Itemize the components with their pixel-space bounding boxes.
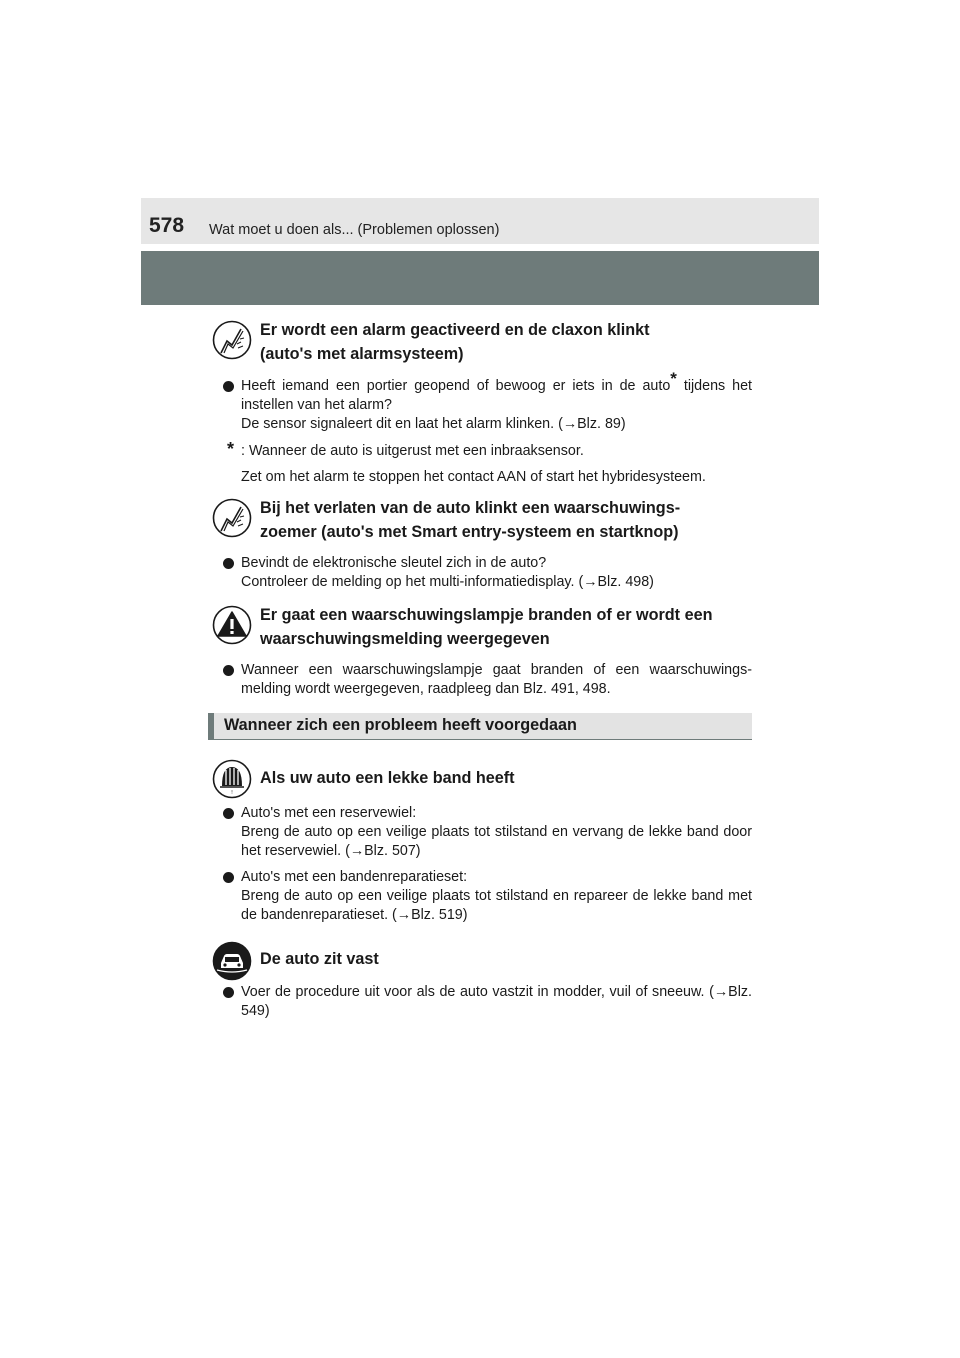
flat-tire-bullet-2-line1: Auto's met een bandenreparatieset: xyxy=(241,869,468,885)
bullet-icon xyxy=(223,872,234,883)
car-stuck-icon xyxy=(212,941,252,981)
warning-light-heading-line1: Er gaat een waarschuwingslampje branden of er wordt een xyxy=(260,606,713,624)
warning-light-heading xyxy=(212,603,752,651)
stuck-heading xyxy=(212,939,752,971)
bullet-icon xyxy=(223,381,234,392)
exclamation-triangle-icon xyxy=(212,605,252,645)
footnote-text: : Wanneer de auto is uitgerust met een inbraaksensor. xyxy=(241,443,584,459)
alarm-bullet-question xyxy=(241,369,752,415)
stuck-heading-text: De auto zit vast xyxy=(260,950,379,968)
buzzer-heading-line2: zoemer (auto's met Smart entry-systeem en startknop) xyxy=(260,523,679,541)
buzzer-heading-line1: Bij het verlaten van de auto klinkt een waarschuwings- xyxy=(260,499,681,517)
header-title: Wat moet u doen als... (Problemen oplossen) xyxy=(209,222,500,238)
section-title: Wanneer zich een probleem heeft voorgedaan xyxy=(224,716,577,734)
page-content xyxy=(212,318,752,1021)
flat-tire-bullet-1-line2: Breng de auto op een veilige plaats tot stilstand en vervang de lekke band door het reservewiel. (→Blz. 507) xyxy=(241,824,752,859)
alarm-bullet-star: * xyxy=(670,369,677,389)
warning-light-heading-line2: waarschuwingsmelding weergegeven xyxy=(260,630,550,648)
bullet-icon xyxy=(223,808,234,819)
warning-lightning-icon xyxy=(212,320,252,360)
warning-light-bullet xyxy=(212,661,752,699)
warning-light-bullet-text: Wanneer een waarschuwingslampje gaat branden of een waarschuwings-melding wordt weergegeven, raadpleeg dan Blz. 491, 498. xyxy=(241,662,752,697)
header-band xyxy=(141,251,819,305)
alarm-bullet xyxy=(212,369,752,434)
buzzer-heading xyxy=(212,496,752,544)
section-header xyxy=(208,713,752,740)
footnote-star: * xyxy=(227,439,235,459)
alarm-bullet-text-1: Heeft iemand een portier geopend of bewoog er iets in de auto xyxy=(241,378,671,394)
svg-text:!: ! xyxy=(230,790,234,796)
flat-tire-bullet-1 xyxy=(212,804,752,861)
alarm-footnote xyxy=(212,439,752,487)
alarm-heading-line1: Er wordt een alarm geactiveerd en de claxon klinkt xyxy=(260,321,650,339)
flat-tire-bullet-1-line1: Auto's met een reservewiel: xyxy=(241,805,417,821)
page-number: 578 xyxy=(149,214,185,237)
alarm-bullet-text-2: tijdens het instellen van het alarm? xyxy=(241,378,752,413)
bullet-icon xyxy=(223,558,234,569)
buzzer-bullet xyxy=(212,554,752,592)
flat-tire-heading-text: Als uw auto een lekke band heeft xyxy=(260,769,515,787)
flat-tire-bullet-2-line2: Breng de auto op een veilige plaats tot stilstand en repareer de lekke band met de bandenreparatieset. (→Blz. 519) xyxy=(241,888,752,923)
warning-lightning-icon xyxy=(212,498,252,538)
buzzer-bullet-line2: Controleer de melding op het multi-informatiedisplay. (→Blz. 498) xyxy=(241,574,654,590)
alarm-bullet-line2: De sensor signaleert dit en laat het alarm klinken. (→Blz. 89) xyxy=(241,416,626,432)
stuck-bullet xyxy=(212,983,752,1021)
stuck-bullet-text: Voer de procedure uit voor als de auto vastzit in modder, vuil of sneeuw. (→Blz. 549) xyxy=(241,984,752,1019)
alarm-heading xyxy=(212,318,752,366)
flat-tire-heading xyxy=(212,757,752,796)
page-header xyxy=(141,198,819,244)
flat-tire-icon xyxy=(212,759,252,799)
bullet-icon xyxy=(223,987,234,998)
flat-tire-bullet-2 xyxy=(212,868,752,925)
buzzer-bullet-line1: Bevindt de elektronische sleutel zich in de auto? xyxy=(241,555,547,571)
bullet-icon xyxy=(223,665,234,676)
alarm-instruction: Zet om het alarm te stoppen het contact AAN of start het hybridesysteem. xyxy=(241,469,706,485)
alarm-heading-line2: (auto's met alarmsysteem) xyxy=(260,345,464,363)
